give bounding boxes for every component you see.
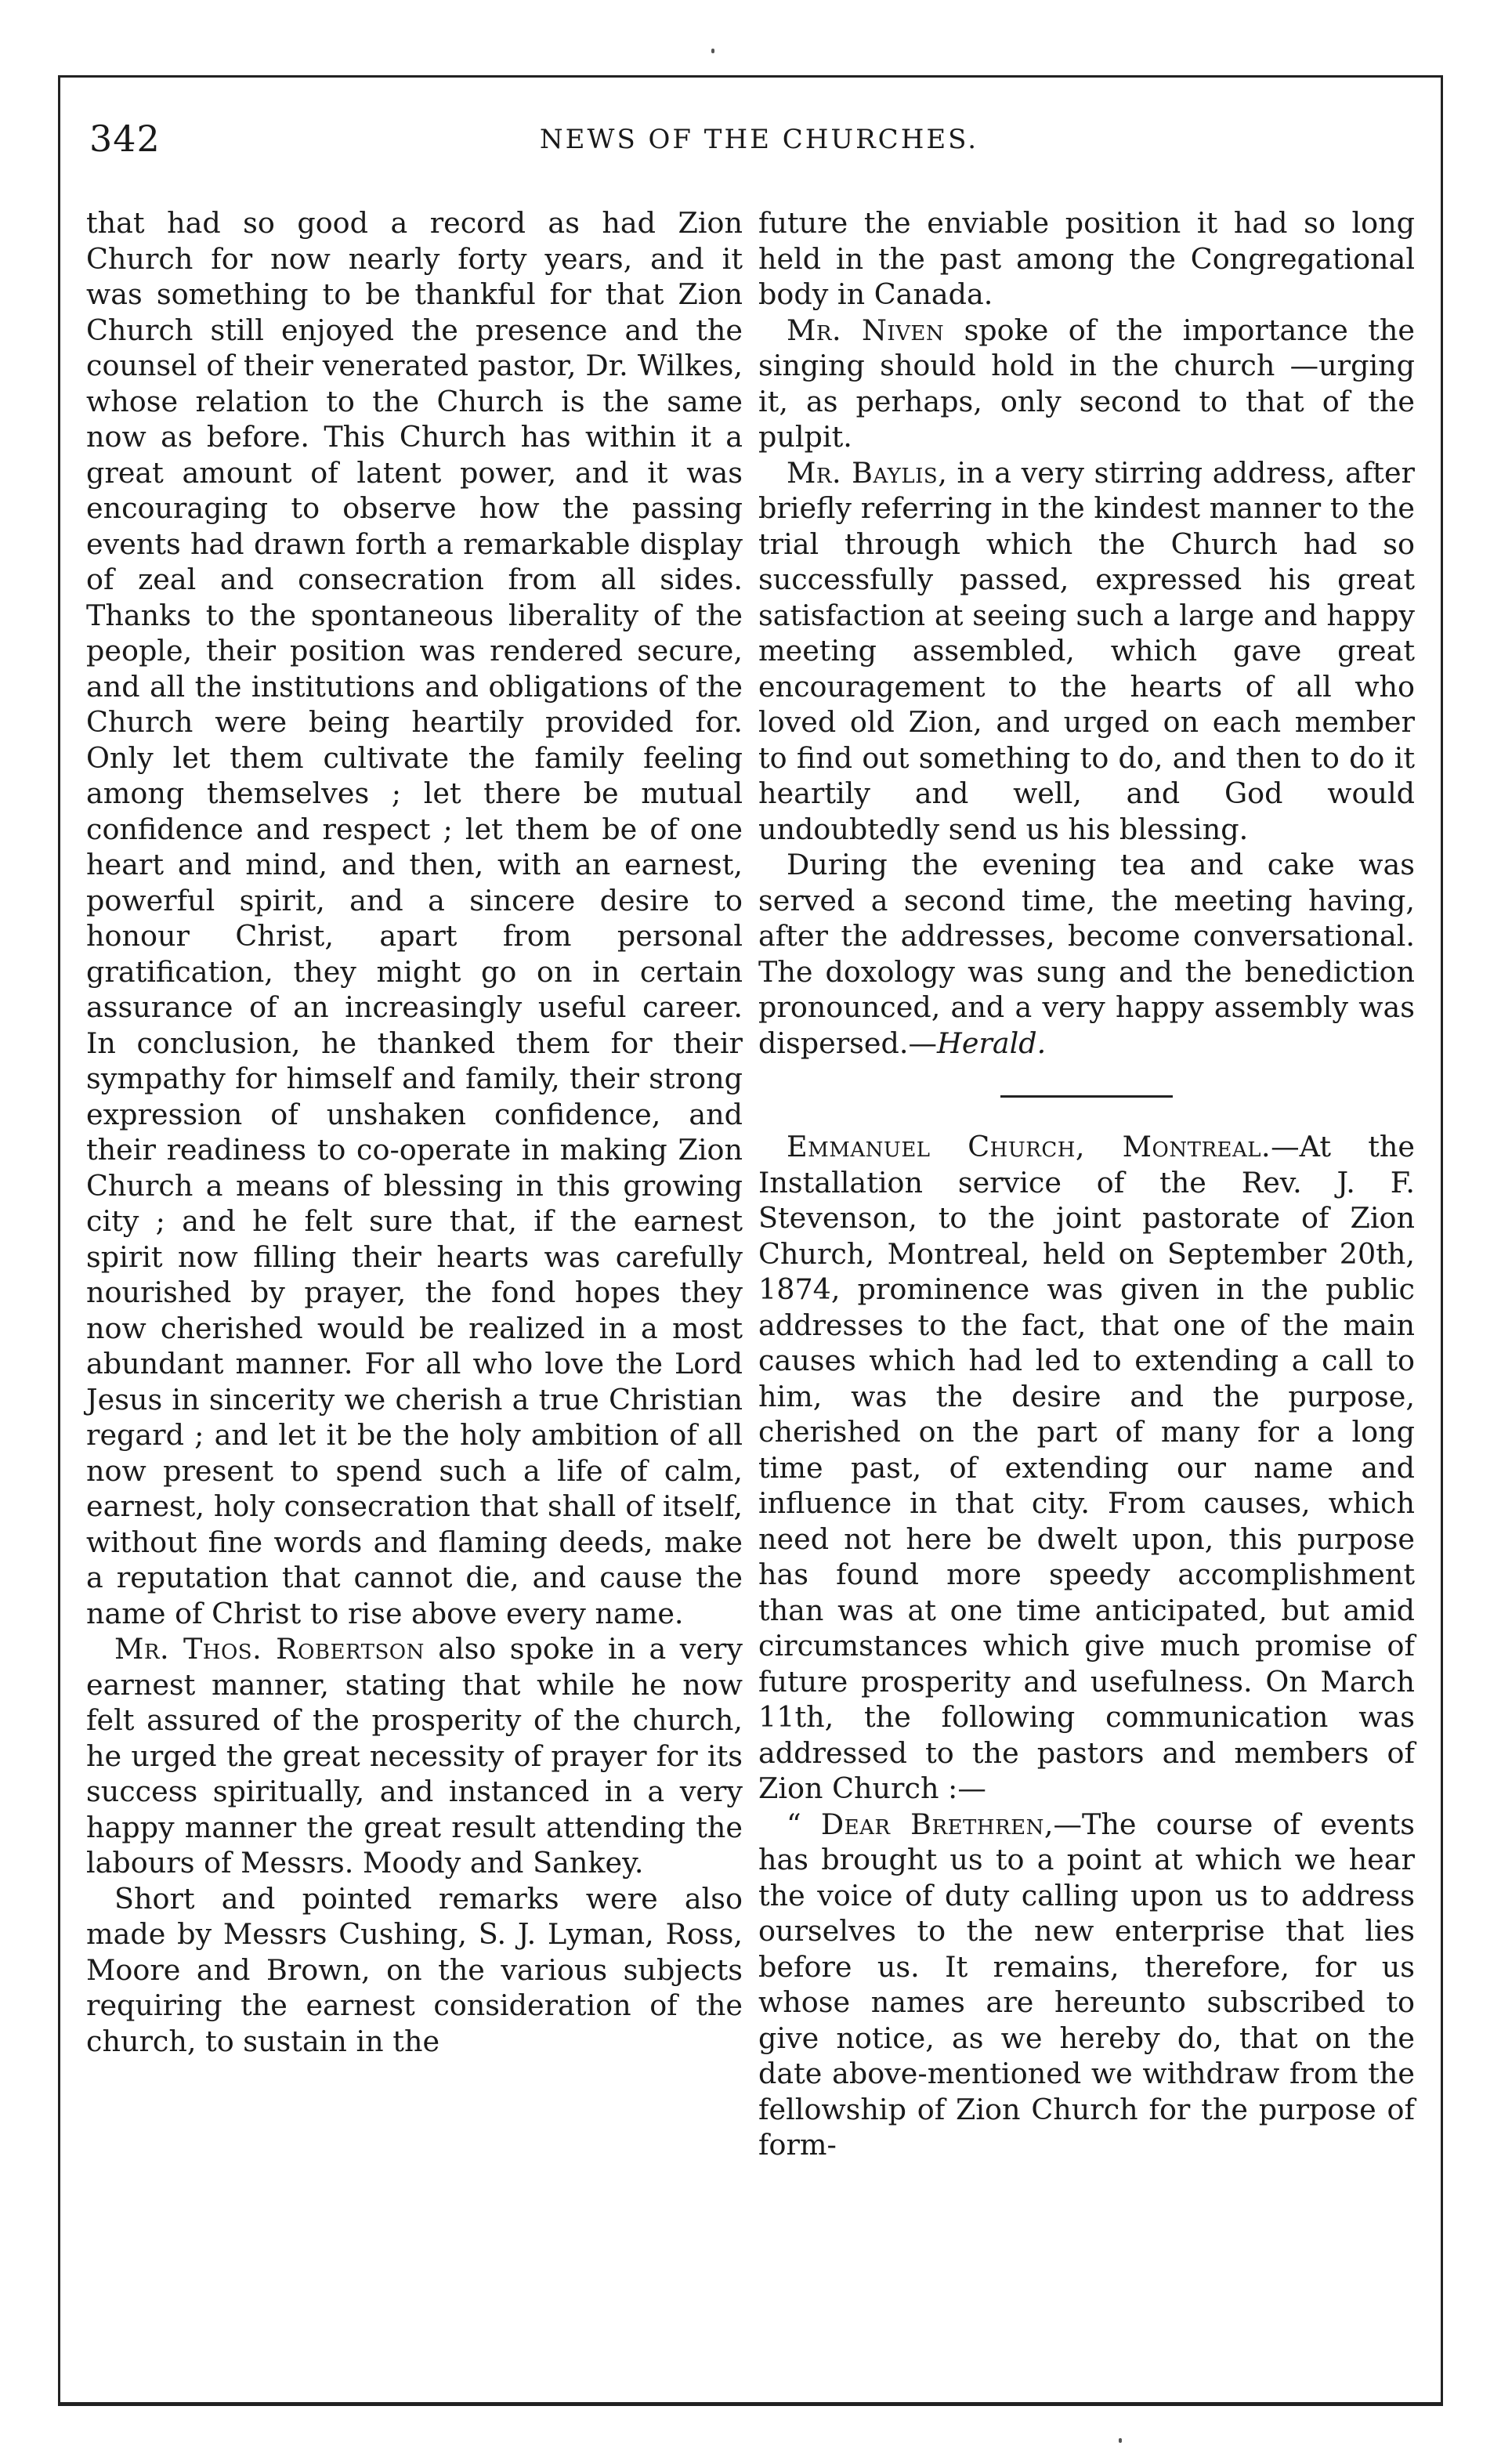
salutation: Dear Brethren	[820, 1807, 1044, 1841]
print-speck-top	[711, 49, 714, 53]
open-quote: “	[787, 1807, 821, 1841]
paragraph-emmanuel	[758, 1129, 1415, 1807]
source-attribution: Herald.	[936, 1026, 1047, 1060]
speaker-name: Mr. Niven	[787, 313, 945, 347]
paragraph-text: spoke of the importance the singing should hold in the church —urging it, as perhaps, only second to that of the pulpit.	[758, 313, 1416, 454]
paragraph-evening	[758, 847, 1415, 1061]
section-divider	[1000, 1095, 1173, 1098]
left-column	[86, 205, 743, 2059]
paragraph-robertson	[86, 1631, 743, 1881]
running-title: NEWS OF THE CHURCHES.	[539, 124, 979, 155]
paragraph-text: also spoke in a very earnest manner, stating that while he now felt assured of the prosperity of the church, he urged the great necessity of prayer for its success spiritually, and instanced in a very happy manner the great result attending the labours of Messrs. Moody and Sankey.	[86, 1632, 743, 1880]
print-speck-bottom	[1119, 2438, 1122, 2443]
paragraph-text: —At the Installation service of the Rev. J. F. Stevenson, to the joint pastorate of Zion Church, Montreal, held on September 20th, 1874, prominence was given in the public addresses to the fact, that one of the main causes which had led to extending a call to him, was the desire and the purpose, cherished on the part of many for a long time past, of extending our name and influence in that city. From causes, which need not here be dwelt upon, this purpose has found more speedy accomplishment than was at one time anticipated, but amid circumstances which give much promise of future prosperity and usefulness. On March 11th, the following communication was addressed to the pastors and members of Zion Church :—	[758, 1130, 1415, 1805]
paragraph-letter	[758, 1807, 1415, 2163]
right-column	[758, 205, 1415, 2163]
paragraph-continuation-right: future the enviable position it had so long held in the past among the Congregational body in Canada.	[758, 206, 1415, 311]
speaker-name: Mr. Thos. Robertson	[114, 1632, 425, 1666]
paragraph-continuation: that had so good a record as had Zion Church for now nearly forty years, and it was something to be thankful for that Zion Church still enjoyed the presence and the counsel of their venerated pastor, Dr. Wilkes, whose relation to the Church is the same now as before. This Church has within it a great amount of latent power, and it was encouraging to observe how the passing events had drawn forth a remarkable display of zeal and consecration from all sides. Thanks to the spontaneous liberality of the people, their position was rendered secure, and all the institutions and obligations of the Church were being heartily provided for. Only let them cultivate the family feeling among themselves ; let there be mutual confidence and respect ; let them be of one heart and mind, and then, with an earnest, powerful spirit, and a sincere desire to honour Christ, apart from personal gratification, they might go on in certain assurance of an increasingly useful career. In conclusion, he thanked them for their sympathy for himself and family, their strong expression of unshaken confidence, and their readiness to co-operate in making Zion Church a means of blessing in this growing city ; and he felt sure that, if the earnest spirit now filling their hearts was carefully nourished by prayer, the fond hopes they now cherished would be realized in a most abundant manner. For all who love the Lord Jesus in sincerity we cherish a true Christian regard ; and let it be the holy ambition of all now present to spend such a life of calm, earnest, holy consecration that shall of itself, without fine words and flaming deeds, make a reputation that cannot die, and cause the name of Christ to rise above every name.	[86, 206, 743, 1630]
section-heading: Emmanuel Church, Montreal.	[787, 1130, 1271, 1163]
paragraph-baylis	[758, 455, 1415, 848]
paragraph-text: ,—The course of events has brought us to a point at which we hear the voice of duty calling upon us to address ourselves to the new enterprise that lies before us. It remains, therefore, for us whose names are hereunto subscribed to give notice, as we hereby do, that on the date above-mentioned we withdraw from the fellowship of Zion Church for the purpose of form-	[758, 1807, 1415, 2162]
page-number: 342	[89, 118, 161, 160]
speaker-name: Mr. Baylis	[787, 455, 939, 490]
paragraph-remarks: Short and pointed remarks were also made by Messrs Cushing, S. J. Lyman, Ross, Moore and Brown, on the various subjects requiring the earnest consideration of the church, to sustain in the	[86, 1881, 743, 2058]
paragraph-niven	[758, 313, 1415, 455]
paragraph-text: , in a very stirring address, after briefly referring in the kindest manner to the trial through which the Church had so successfully passed, expressed his great satisfaction at seeing such a large and happy meeting assembled, which gave great encouragement to the hearts of all who loved old Zion, and urged on each member to find out something to do, and then to do it heartily and well, and God would undoubtedly send us his blessing.	[758, 455, 1415, 846]
paragraph-text: During the evening tea and cake was served a second time, the meeting having, after the addresses, become conversational. The doxology was sung and the benediction pronounced, and a very happy assembly was dispersed.—	[758, 848, 1415, 1060]
page-header	[81, 118, 1437, 172]
